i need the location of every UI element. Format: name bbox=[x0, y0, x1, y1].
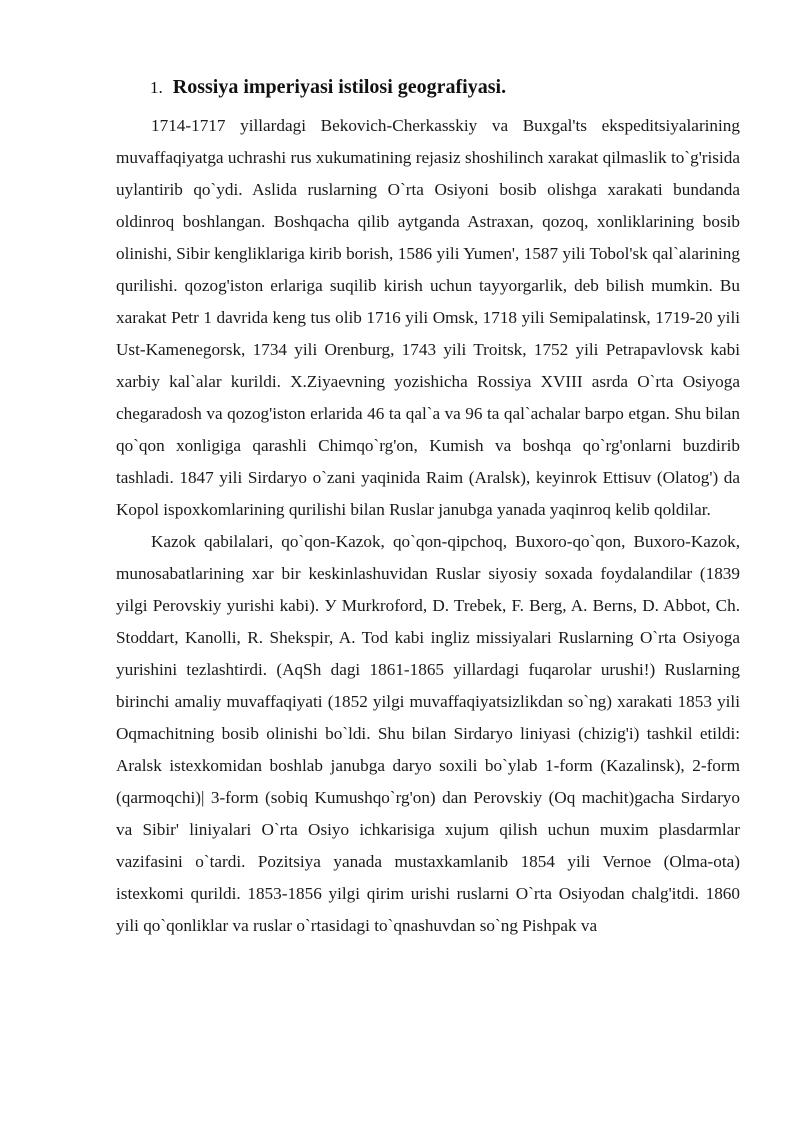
section-title: Rossiya imperiyasi istilosi geografiyasi. bbox=[172, 76, 507, 98]
section-number: 1. bbox=[150, 78, 163, 97]
section-heading bbox=[150, 76, 506, 99]
paragraph: 1714-1717 yillardagi Bekovich-Cherkasskiy va Buxgal'ts ekspeditsiyalarining muvaffaqiyatga uchrashi rus xukumatining rejasiz shoshilinch xarakat qilmaslik to`g'risida uylantirib qo`ydi. Aslida ruslarning O`rta Osiyoni bosib olishga xarakati bundanda oldinroq boshlangan. Boshqacha qilib aytganda Astraxan, qozoq, xonliklarining bosib olinishi, Sibir kengliklariga kirib borish, 1586 yili Yumen', 1587 yili Tobol'sk qal`alarining qurilishi. qozog'iston erlariga suqilib kirish uchun tayyorgarlik, deb bilish mumkin. Bu xarakat Petr 1 davrida keng tus olib 1716 yili Omsk, 1718 yili Semipalatinsk, 1719-20 yili Ust-Kamenegorsk, 1734 yili Orenburg, 1743 yili Troitsk, 1752 yili Petrapavlovsk kabi xarbiy kal`alar kurildi. X.Ziyaevning yozishicha Rossiya XVIII asrda O`rta Osiyoga chegaradosh va qozog'iston erlarida 46 ta qal`a va 96 ta qal`achalar barpo etgan. Shu bilan qo`qon xonligiga qarashli Chimqo`rg'on, Kumish va boshqa qo`rg'onlarni buzdirib tashladi. 1847 yili Sirdaryo o`zani yaqinida Raim (Aralsk), keyinrok Ettisuv (Olatog') da Kopol ispoxkomlarining qurilishi bilan Ruslar janubga yanada yaqinroq kelib qoldilar. bbox=[116, 116, 740, 519]
body-text bbox=[116, 110, 740, 942]
paragraph: Kazok qabilalari, qo`qon-Kazok, qo`qon-qipchoq, Buxoro-qo`qon, Buxoro-Kazok, munosabatlarining xar bir keskinlashuvidan Ruslar siyosiy soxada foydalandilar (1839 yilgi Perovskiy yurishi kabi). У Murkroford, D. Trebek, F. Berg, A. Berns, D. Abbot, Ch. Stoddart, Kanolli, R. Shekspir, A. Tod kabi ingliz missiyalari Ruslarning O`rta Osiyoga yurishini tezlashtirdi. (AqSh dagi 1861-1865 yillardagi fuqarolar urushi!) Ruslarning birinchi amaliy muvaffaqiyati (1852 yilgi muvaffaqiyatsizlikdan so`ng) xarakati 1853 yili Oqmachitning bosib olinishi bo`ldi. Shu bilan Sirdaryo liniyasi (chizig'i) tashkil etildi: Aralsk istexkomidan boshlab janubga daryo soxili bo`ylab 1-form (Kazalinsk), 2-form (qarmoqchi)| 3-form (sobiq Kumushqo`rg'on) dan Perovskiy (Oq machit)gacha Sirdaryo va Sibir' liniyalari O`rta Osiyo ichkarisiga xujum qilish uchun muxim plasdarmlar vazifasini o`tardi. Pozitsiya yanada mustaxkamlanib 1854 yili Vernoe (Olma-ota) istexkomi qurildi. 1853-1856 yilgi qirim urishi ruslarni O`rta Osiyodan chalg'itdi. 1860 yili qo`qonliklar va ruslar o`rtasidagi to`qnashuvdan so`ng Pishpak va bbox=[116, 532, 740, 935]
